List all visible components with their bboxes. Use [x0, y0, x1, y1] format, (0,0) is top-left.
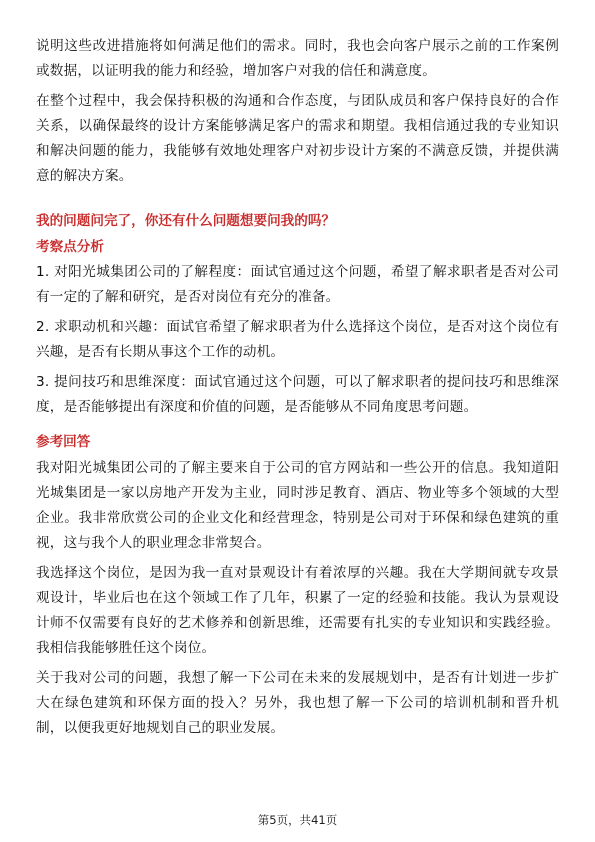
answer-paragraph-3: 关于我对公司的问题，我想了解一下公司在未来的发展规划中，是否有计划进一步扩大在绿色建筑和环保方面的投入？另外，我也想了解一下公司的培训机制和晋升机制，以便我更好地规划自己的职业发展。	[36, 670, 559, 736]
answer-paragraph-1: 我对阳光城集团公司的了解主要来自于公司的官方网站和一些公开的信息。我知道阳光城集团是一家以房地产开发为主业，同时涉足教育、酒店、物业等多个领域的大型企业。我非常欣赏公司的企业文化和经营理念，特别是公司对于环保和绿色建筑的重视，这与我个人的职业理念非常契合。	[36, 460, 559, 551]
answer-heading: 参考回答	[36, 434, 91, 450]
page-number: 第5页，共41页	[257, 813, 338, 827]
analysis-point-2: 2. 求职动机和兴趣：面试官希望了解求职者为什么选择这个岗位，是否对这个岗位有兴趣，是否有长期从事这个工作的动机。	[36, 319, 559, 360]
analysis-point-1: 1. 对阳光城集团公司的了解程度：面试官通过这个问题，希望了解求职者是否对公司有一定的了解和研究，是否对岗位有充分的准备。	[36, 264, 559, 305]
question-heading: 我的问题问完了，你还有什么问题想要问我的吗？	[36, 213, 336, 229]
analysis-heading: 考察点分析	[36, 239, 104, 255]
page-content	[36, 34, 559, 746]
intro-paragraph-1: 说明这些改进措施将如何满足他们的需求。同时，我也会向客户展示之前的工作案例或数据，以证明我的能力和经验，增加客户对我的信任和满意度。	[36, 38, 559, 79]
intro-paragraph-2: 在整个过程中，我会保持积极的沟通和合作态度，与团队成员和客户保持良好的合作关系，以确保最终的设计方案能够满足客户的需求和期望。我相信通过我的专业知识和解决问题的能力，我能够有效地处理客户对初步设计方案的不满意反馈，并提供满意的解决方案。	[36, 93, 559, 184]
answer-paragraph-2: 我选择这个岗位，是因为我一直对景观设计有着浓厚的兴趣。我在大学期间就专攻景观设计，毕业后也在这个领域工作了几年，积累了一定的经验和技能。我认为景观设计师不仅需要有良好的艺术修养和创新思维，还需要有扎实的专业知识和实践经验。我相信我能够胜任这个岗位。	[36, 565, 559, 656]
analysis-point-3: 3. 提问技巧和思维深度：面试官通过这个问题，可以了解求职者的提问技巧和思维深度，是否能够提出有深度和价值的问题，是否能够从不同角度思考问题。	[36, 374, 559, 415]
